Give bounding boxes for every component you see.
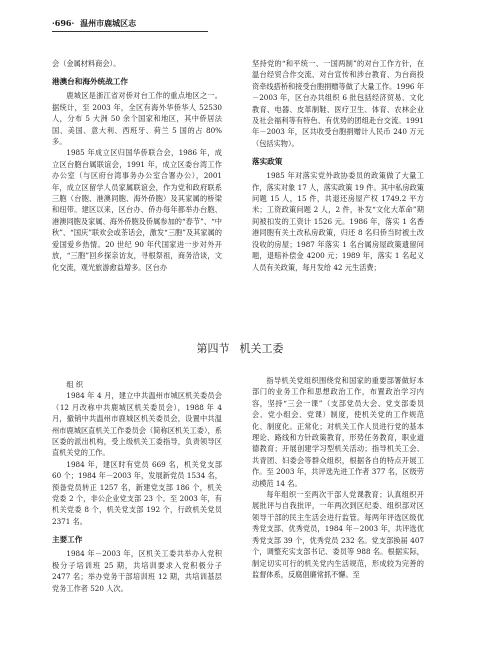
subheading-organization: 组 织 xyxy=(66,380,84,389)
heading-policy-implementation: 落实政策 xyxy=(252,157,283,167)
column-top-right xyxy=(252,58,424,273)
paragraph: 会（金属材料商会）。 xyxy=(52,59,121,68)
paragraph: 1984 年－2003 年，区机关工委共举办入党积极分子培训班 25 期，共培训要求入党积极分子 2477 名；举办党务干部培训班 12 期，共培训基层党务工作者 520 人次。 xyxy=(52,549,222,593)
header-rule xyxy=(52,31,208,32)
page-number: ·696· xyxy=(52,18,75,28)
paragraph: 1984 年，建区时有党员 669 名，机关党支部 60 个；1984 年－2003 年，发展新党员 1534 名，预备党员转正 1257 名，新建党支部 186 个，机关党委 2 个，非公企业党支部 23 个。至 2003 年，有机关党委 8 个，机关党支部 192 个，行政机关党员 2371 名。 xyxy=(52,459,222,526)
section-title xyxy=(0,342,480,356)
section-number: 第四节 xyxy=(196,342,230,355)
running-header xyxy=(52,18,212,29)
paragraph: 坚持党的“和平统一、一国两制”的对台工作方针，在温台经贸合作交流、对台宣传和涉台教育、为台商投资牵线搭桥和接受台胞捐赠等做了大量工作。1996 年－2003 年，区台办共组织 6 批包括经济贸易、文化教育、电器、皮革制鞋、医疗卫生、体育、农林企业及社会福利等有特色、有优势的团组赴台交流。1991 年－2003 年，区共收受台胞捐赠计人民币 240 万元（包括实物）。 xyxy=(252,59,424,148)
paragraph: 1984 年 4 月，建立中共温州市城区机关委员会（12 月改称中共鹿城区机关委员会），1988 年 4 月，撤销中共温州市鹿城区机关委员会，设置中共温州市鹿城区直机关工作委员会（简称区机关工委），系区委的派出机构，受上级机关工委指导，负责领导区直机关党的工作。 xyxy=(52,391,222,458)
running-title: 温州市鹿城区志 xyxy=(80,18,137,28)
section-name: 机关工委 xyxy=(239,342,284,355)
heading-overseas-united-front: 港澳台和海外统战工作 xyxy=(52,77,128,87)
column-top-left xyxy=(52,58,222,273)
paragraph: 每年组织一至两次干部人党课教育；认真组织开展批评与自我批评，一年两次到区纪委、组织部对区领导干部的民主生活会进行监管。每两年评选区级优秀党支部、优秀党员，1984 年－2003 年，共评选优秀党支部 39 个，优秀党员 232 名。党支部换届 407 个，调整充实支部书记、委员等 988 名。根据实际，制定切实可行的机关党内生活规范，形成较为完善的监督体系，反腐倡廉常抓不懈。至 xyxy=(252,490,424,579)
paragraph: 1985 年成立区归国华侨联合会，1986 年，成立区台胞台属联谊会，1991 年，成立区委台湾工作办公室（与区府台湾事务办公室合署办公），2001 年，成立区留学人员家属联谊会，作为党和政府联系三胞（台胞、港澳同胞、海外侨胞）及其家属的桥梁和纽带。建区以来，区台办、侨办每年都举办台胞、港澳同胞及家属、海外侨胞及侨属参加的“春节”、“中秋”、“国庆”联欢会或茶话会，激发“三胞”及其家属的爱国爱乡热情。20 世纪 90 年代国家进一步对外开放，“三胞”回乡探亲访友，寻根祭祖，商务洽谈，文化交流，观光旅游愈益增多。区台办 xyxy=(52,148,222,272)
column-bottom-right xyxy=(252,375,424,580)
paragraph: 1985 年对落实党外政协委员的政策做了大量工作，落实对象 17 人，落实政策 19 件。其中私房政策问题 15 人，15 件，共退还房屋产权 1749.2 平方米；工资政策问题 2 人，2 件，补发“文化大革命”期间被扣发的工资计 1526 元。1986 年，落实 1 名香港同胞有关土改私房政策，归还 8 名归侨当时被土改没收的房屋；1987 年落实 1 名台属房屋政策遗留问题，退赔补偿金 4200 元；1989 年，落实 1 名起义人员有关政策，每月发给 42 元生活费； xyxy=(252,171,424,272)
column-bottom-left xyxy=(52,375,222,594)
paragraph: 指导机关党组织围绕党和国家的重要部署做好本部门的业务工作和思想政治工作，布置政治学习内容，坚持“三会一课”（支部党员大会、党支部委员会、党小组会、党课）制度，使机关党的工作规范化、制度化。正常化；对机关工作人员进行党的基本理论、路线和方针政策教育，形势任务教育，职业道德教育；开展创建学习型机关活动；指导机关工会、共青团、妇委会等群众组织，根据各自的特点开展工作。至 2003 年，共评选先进工作者 377 名，区级劳动模范 14 名。 xyxy=(252,376,424,488)
heading-main-work: 主要工作 xyxy=(52,535,83,545)
paragraph: 鹿城区是浙江省对侨对台工作的重点地区之一。据统计，至 2003 年，全区有海外华侨华人 52530 人，分布 5 大洲 50 余个国家和地区，其中侨居法国、美国、意大利、西班牙、荷兰 5 国的占 80% 多。 xyxy=(52,91,222,147)
